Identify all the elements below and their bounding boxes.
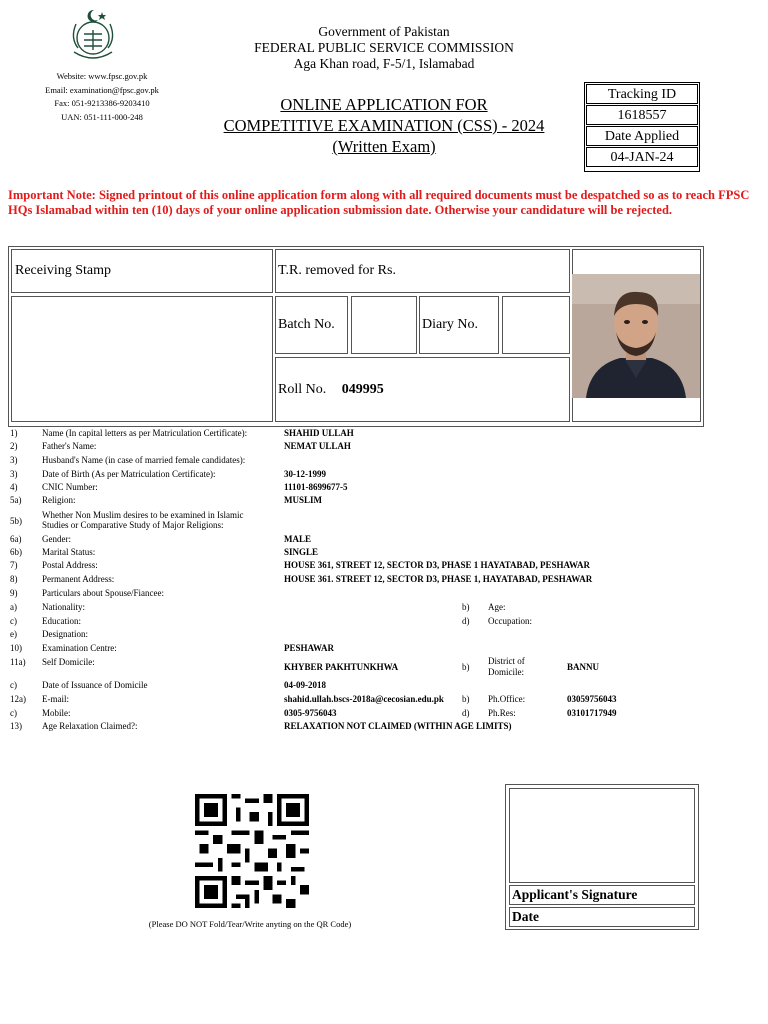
signature-area	[509, 788, 695, 883]
row-label: Particulars about Spouse/Fiancee:	[42, 588, 164, 598]
government-emblem-icon	[64, 8, 122, 68]
row-label: Postal Address:	[42, 560, 98, 570]
permanent-address-value: HOUSE 361. STREET 12, SECTOR D3, PHASE 1, HAYATABAD, PESHAWAR	[284, 574, 593, 584]
row-number: 5b)	[10, 516, 22, 526]
roll-no-value: 049995	[341, 382, 384, 397]
row-label: Husband's Name (in case of married female candidates):	[42, 455, 246, 465]
stamp-area	[11, 296, 273, 422]
religion-value: MUSLIM	[284, 495, 322, 505]
row-label: Occupation:	[488, 616, 532, 626]
row-number: d)	[462, 708, 470, 718]
domicile-value: KHYBER PAKHTUNKHWA	[284, 662, 399, 672]
roll-no-label: Roll No.	[278, 382, 327, 397]
row-number: d)	[462, 616, 470, 626]
father-name-value: NEMAT ULLAH	[284, 441, 351, 451]
exam-centre-value: PESHAWAR	[284, 643, 335, 653]
batch-no-label: Batch No.	[278, 317, 335, 332]
row-number: b)	[462, 602, 470, 612]
row-number: 9)	[10, 588, 18, 598]
title-line-3: (Written Exam)	[332, 137, 436, 156]
applicant-photo	[572, 274, 700, 398]
batch-no-cell	[275, 296, 348, 354]
row-label-line-2: Studies or Comparative Study of Major Religions:	[42, 520, 224, 530]
cnic-value: 11101-8699677-5	[284, 482, 348, 492]
row-number: 6b)	[10, 547, 22, 557]
diary-no-value-cell	[502, 296, 570, 354]
row-label: Designation:	[42, 629, 88, 639]
row-label: Gender:	[42, 534, 71, 544]
diary-no-label: Diary No.	[422, 317, 478, 332]
row-number: 12a)	[10, 694, 26, 704]
row-label: Father's Name:	[42, 441, 97, 451]
row-label-line-1: Whether Non Muslim desires to be examined in Islamic	[42, 510, 244, 520]
row-label: Name (In capital letters as per Matriculation Certificate):	[42, 428, 248, 438]
postal-address-value: HOUSE 361, STREET 12, SECTOR D3, PHASE 1 HAYATABAD, PESHAWAR	[284, 560, 590, 570]
domicile-issue-date-value: 04-09-2018	[284, 680, 326, 690]
row-label: Age Relaxation Claimed?:	[42, 721, 138, 731]
row-label: E-mail:	[42, 694, 69, 704]
row-label: Age:	[488, 602, 506, 612]
row-number: b)	[462, 662, 470, 672]
row-label: Permanent Address:	[42, 574, 115, 584]
org-line-1: Government of Pakistan	[318, 24, 450, 39]
email-value: shahid.ullah.bscs-2018a@cecosian.edu.pk	[284, 694, 444, 704]
age-relaxation-value: RELAXATION NOT CLAIMED (WITHIN AGE LIMITS)	[284, 721, 512, 731]
row-label: Ph.Office:	[488, 694, 526, 704]
tracking-id-value: 1618557	[586, 105, 698, 125]
row-label: Marital Status:	[42, 547, 96, 557]
qr-code-icon	[191, 794, 313, 908]
date-applied-label: Date Applied	[586, 126, 698, 146]
uan-text: UAN: 051-111-000-248	[61, 111, 143, 122]
row-number: 6a)	[10, 534, 22, 544]
row-label: Religion:	[42, 495, 76, 505]
dob-value: 30-12-1999	[284, 469, 326, 479]
org-line-2: FEDERAL PUBLIC SERVICE COMMISSION	[254, 40, 514, 55]
diary-no-cell	[419, 296, 499, 354]
mobile-value: 0305-9756043	[284, 708, 337, 718]
contact-info	[22, 70, 182, 124]
row-number: 8)	[10, 574, 18, 584]
row-label: Ph.Res:	[488, 708, 516, 718]
row-number: 1)	[10, 428, 18, 438]
row-number: 7)	[10, 560, 18, 570]
row-label: Mobile:	[42, 708, 71, 718]
row-number: 2)	[10, 441, 18, 451]
signature-box	[505, 784, 699, 930]
applicant-signature-label: Applicant's Signature	[509, 885, 695, 905]
row-number: b)	[462, 694, 470, 704]
receiving-stamp-cell	[11, 249, 273, 293]
title-line-2: COMPETITIVE EXAMINATION (CSS) - 2024	[223, 116, 545, 135]
row-label: Examination Centre:	[42, 643, 117, 653]
row-label: CNIC Number:	[42, 482, 98, 492]
phone-office-value: 03059756043	[567, 694, 617, 704]
row-label-line-1: District of	[488, 656, 525, 666]
fax-text: Fax: 051-9213386-9203410	[54, 98, 150, 109]
row-number: a)	[10, 602, 17, 612]
website-text: Website: www.fpsc.gov.pk	[56, 71, 148, 81]
row-number: 3)	[10, 469, 18, 479]
batch-no-value-cell	[351, 296, 417, 354]
row-number: 11a)	[10, 657, 26, 667]
signature-date-label: Date	[509, 907, 695, 927]
row-number: e)	[10, 629, 17, 639]
tracking-box	[584, 82, 700, 172]
row-label: Nationality:	[42, 602, 85, 612]
title-line-1: ONLINE APPLICATION FOR	[280, 95, 488, 114]
receiving-stamp-label: Receiving Stamp	[15, 263, 112, 278]
important-note: Important Note: Signed printout of this online application form along with all required documents must be despatched so as to reach FPSC HQs Islamabad within ten (10) days of your online application submission date. Otherwise your candidature will be rejected.	[8, 188, 750, 217]
row-number: 10)	[10, 643, 22, 653]
row-number: 13)	[10, 721, 22, 731]
tracking-id-label: Tracking ID	[586, 84, 698, 104]
row-label: Date of Issuance of Domicile	[42, 680, 148, 690]
row-number: c)	[10, 616, 17, 626]
organization-header	[200, 24, 568, 72]
tr-removed-label: T.R. removed for Rs.	[278, 263, 396, 278]
district-value: BANNU	[567, 662, 600, 672]
row-label-line-2: Domicile:	[488, 667, 524, 677]
date-applied-value: 04-JAN-24	[586, 147, 698, 167]
application-title	[180, 94, 588, 157]
phone-residence-value: 03101717949	[567, 708, 617, 718]
gender-value: MALE	[284, 534, 311, 544]
row-number: c)	[10, 708, 17, 718]
row-number: 3)	[10, 455, 18, 465]
row-number: 5a)	[10, 495, 22, 505]
row-label: Self Domicile:	[42, 657, 95, 667]
org-line-3: Aga Khan road, F-5/1, Islamabad	[293, 56, 475, 71]
row-number: c)	[10, 680, 17, 690]
row-number: 4)	[10, 482, 18, 492]
row-label: Date of Birth (As per Matriculation Certificate):	[42, 469, 216, 479]
row-label: Education:	[42, 616, 81, 626]
name-value: SHAHID ULLAH	[284, 428, 354, 438]
email-text: Email: examination@fpsc.gov.pk	[45, 84, 159, 95]
roll-no-cell	[275, 357, 570, 422]
marital-status-value: SINGLE	[284, 547, 319, 557]
tr-removed-cell	[275, 249, 570, 293]
qr-code-note: (Please DO NOT Fold/Tear/Write anyting on the QR Code)	[148, 919, 352, 929]
